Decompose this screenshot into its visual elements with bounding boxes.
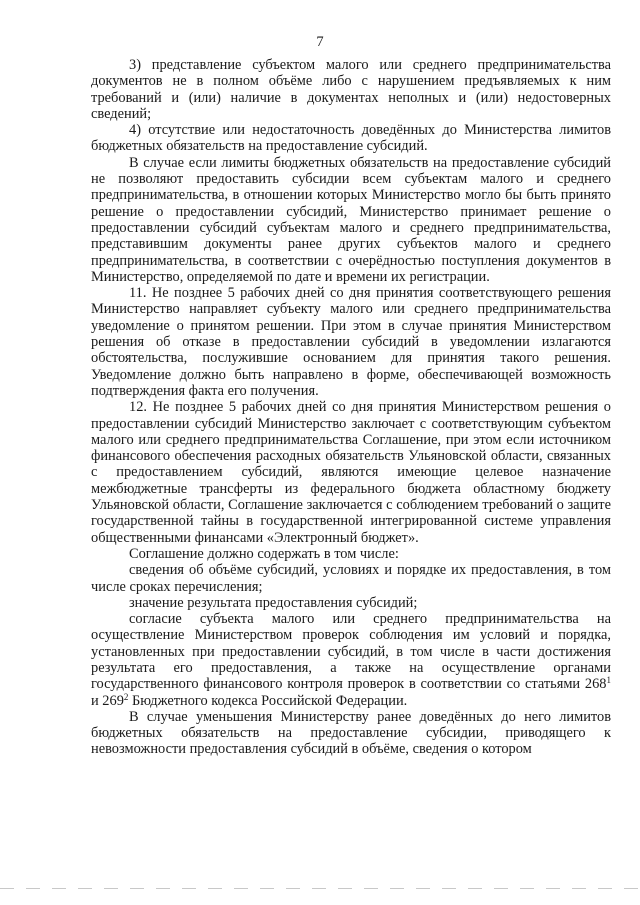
consent-end: Бюджетного кодекса Российской Федерации. [128,692,408,709]
superscript-1: 1 [606,675,611,686]
paragraph-agreement-contents: Соглашение должно содержать в том числе: [129,545,399,562]
paragraph-subsidy-info: сведения об объёме субсидий, условиях и порядке их предоставления, в том числе сроках перечисления; [91,562,611,595]
paragraph-consent [91,611,611,709]
scan-edge-artifact [0,888,640,889]
superscript-2: 2 [123,691,129,702]
paragraph-item-4: 4) отсутствие или недостаточность доведённых до Министерства лимитов бюджетных обязательств на предоставление субсидий. [91,122,611,155]
consent-text: согласие субъекта малого или среднего предпринимательства на осуществление Министерством проверок соблюдения им условий и порядка, установленных при предоставлении субсидий, в том числе в части достижения результата его предоставления, а также на осуществление органами государственного финансового контроля проверок в соответствии со статьями 268 [91,611,611,693]
paragraph-limits-reduction: В случае уменьшения Министерству ранее доведённых до него лимитов бюджетных обязательств на предоставление субсидии, приводящего к невозможности предоставления субсидий в объёме, сведения о котором [91,708,611,758]
document-body [91,57,611,758]
paragraph-clause-12: 12. Не позднее 5 рабочих дней со дня принятия Министерством решения о предоставлении субсидий Министерство заключает с соответствующим субъектом малого или среднего предпринимательства Соглашение, при этом если источником финансового обеспечения расходных обязательств Ульяновской области, связанных с предоставлением субсидий, являются имеющие целевое назначение межбюджетные трансферты из федерального бюджета областному бюджету Ульяновской области, Соглашение заключается с соблюдением требований о защите государственной тайны в государственной интегрированной системе управления общественными финансами «Электронный бюджет». [91,399,611,546]
consent-middle: и 269 [91,692,124,709]
paragraph-budget-limits: В случае если лимиты бюджетных обязательств на предоставление субсидий не позволяют предоставить субсидии всем субъектам малого и среднего предпринимательства, в отношении которых Министерство могло бы быть принято решение о предоставлении субсидий, Министерство принимает решение о предоставлении субсидий субъектам малого и среднего предпринимательства, представившим документы ранее других субъектов малого и среднего предпринимательства, в соответствии с очерёдностью поступления документов в Министерство, определяемой по дате и времени их регистрации. [91,154,611,285]
page-number: 7 [316,34,324,50]
paragraph-item-3: 3) представление субъектом малого или среднего предпринимательства документов не в полном объёме либо с нарушением предъявляемых к ним требований и (или) наличие в документах неполных и (или) недостоверных сведений; [91,57,611,122]
paragraph-result-value: значение результата предоставления субсидий; [129,594,418,611]
paragraph-clause-11: 11. Не позднее 5 рабочих дней со дня принятия соответствующего решения Министерство направляет субъекту малого или среднего предпринимательства уведомление о принятом решении. При этом в случае принятия Министерством решения об отказе в предоставлении субсидий в уведомлении излагаются обстоятельства, послужившие основанием для принятия такого решения. Уведомление должно быть направлено в форме, обеспечивающей возможность подтверждения факта его получения. [91,285,611,399]
